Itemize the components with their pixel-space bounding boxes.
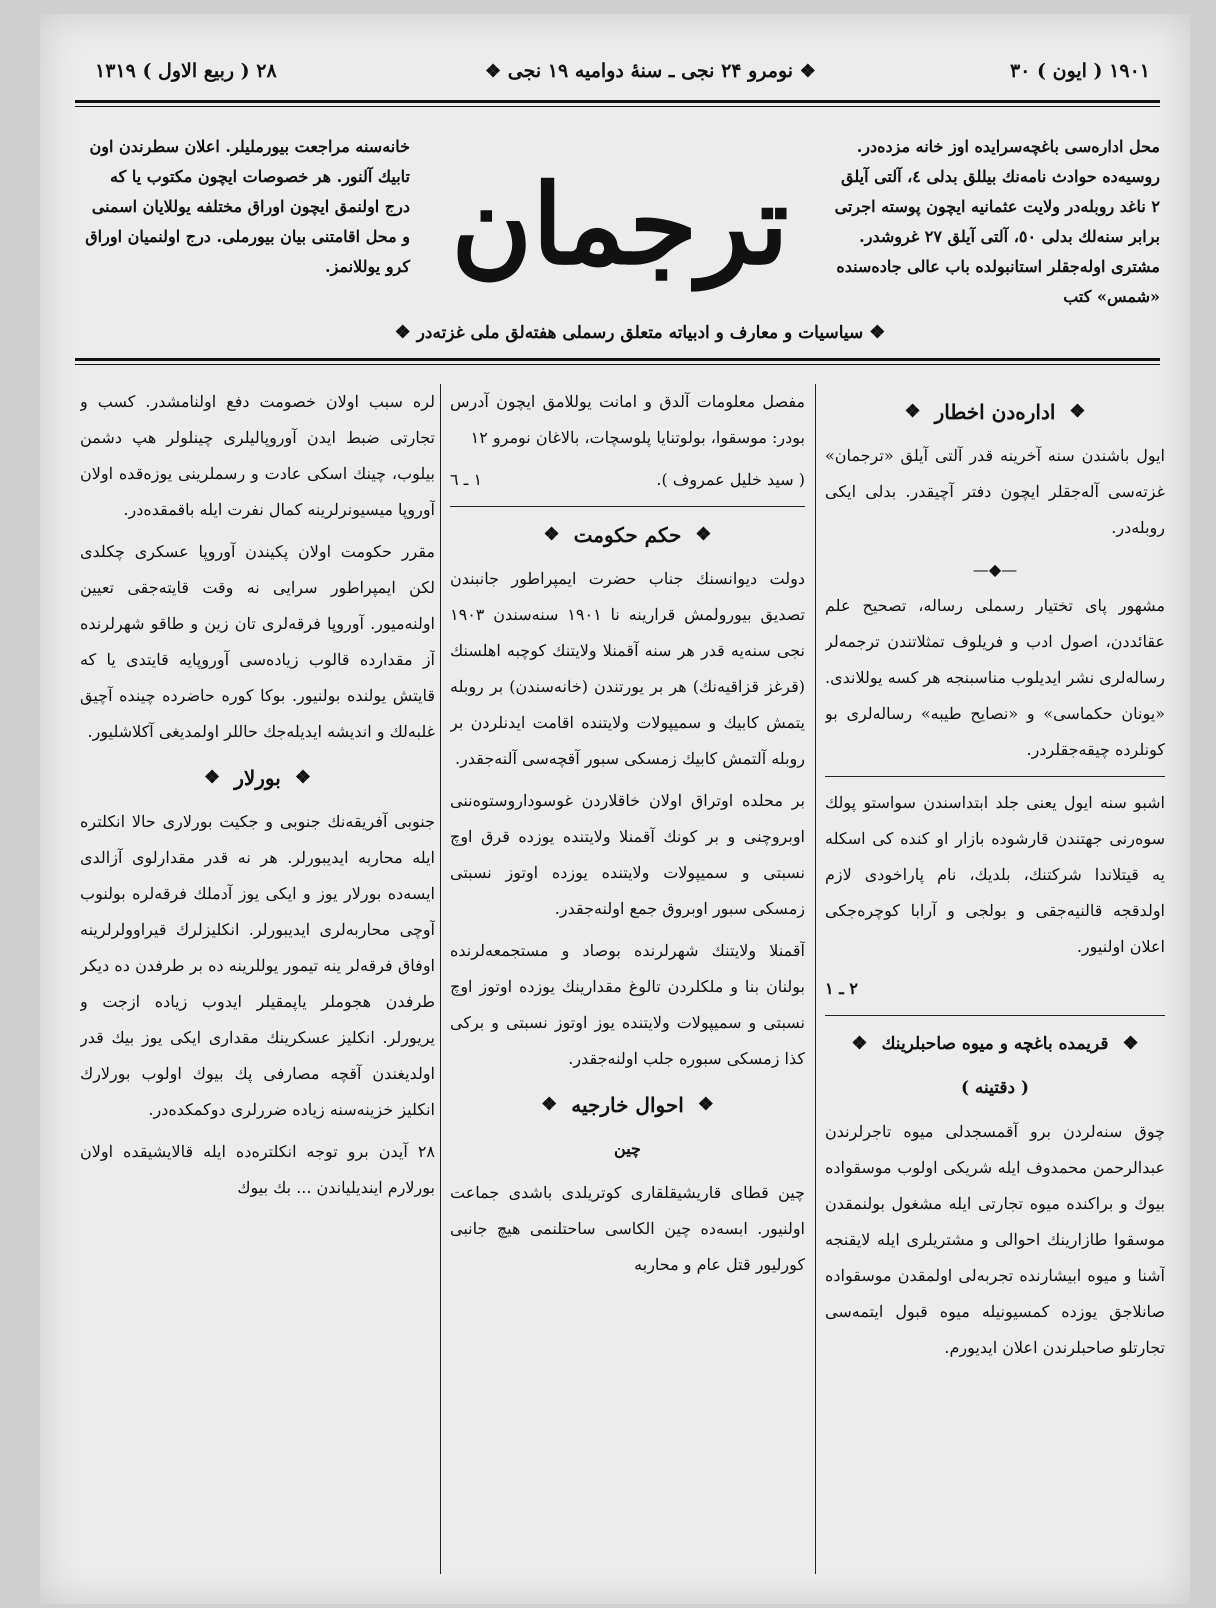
paragraph: آقمنلا ولایتنك شهرلرنده بوصاد و مستجمعه‌لرنده بولنان بنا و ملکلردن تالوغ مقدارینك یوزده اوتوز اوچ نسبتی و سمیپولات ولایتنده یوز اوتوز نسبتی و برکی کذا زمسکی سبوره جلب اولنه‌جقدر.: [450, 941, 805, 1068]
rule-top: [75, 100, 1160, 103]
heading-text: بورلار: [234, 766, 281, 790]
heading-text: اداره‌دن اخطار: [934, 400, 1056, 424]
masthead-notice-left: خانه‌سنه مراجعت بیورملیلر. اعلان سطرندن اون تابیك آلنور. هر خصوصات ایچون مکتوب یا که درج اولنمق ایچون اوراق مختلفه یوللایان اسمنی و محل اقامتنی بیان بیورملی. درج اولنمیان اوراق کرو یوللانمز.: [85, 137, 410, 276]
heading-text: احوال خارجیه: [571, 1093, 684, 1117]
section-rule: [825, 1015, 1165, 1016]
ad-number: ۲ ـ ۱: [825, 979, 859, 998]
section-heading: [825, 394, 1165, 430]
paragraph: مفصل معلومات آلدق و امانت یوللامق ایچون آدرس بودر: موسقوا، بولوتنایا پلوسچات، بالاغان نومرو ۱۲: [450, 392, 805, 447]
ornament-icon: ❖: [394, 322, 411, 343]
ornament-icon: ❖: [799, 61, 816, 82]
section-heading: [450, 1087, 805, 1123]
section-heading: [450, 517, 805, 553]
column-middle: [450, 384, 805, 1584]
heading-text: قریمده باغچه و میوه صاحبلرینك: [881, 1034, 1109, 1054]
newspaper-title: ترجمان: [451, 159, 789, 289]
paragraph: ۲۸ آیدن برو توجه انکلتره‌ده ایله قالایشیقده اولان بورلارم ایندیلیاندن ... بك بیوك: [80, 1142, 435, 1197]
newspaper-subtitle: [330, 322, 950, 343]
ornament-icon: ❖: [697, 1094, 714, 1115]
section-rule: [825, 776, 1165, 777]
paragraph: مشهور پای تختیار رسملی رساله، تصحیح علم عقائددن، اصول ادب و فریلوف تمثلاتندن ترجمه‌لر رساله‌لری نشر ایدیلوب مناسبنجه هر کسه یوللاندی. «یونان حکماسی» و «نصایح طیبه» رساله‌لری بو کونلرده چیقه‌جقلردر.: [825, 596, 1165, 759]
paragraph: ایول باشندن سنه آخرینه قدر آلتی آیلق «ترجمان» غزته‌سی آله‌جقلر ایچون دفتر آچیقدر. بدلی ایکی روبله‌در.: [825, 446, 1165, 537]
ornament-icon: ❖: [904, 401, 921, 422]
ornament-icon: ❖: [485, 61, 502, 82]
ornament-icon: ❖: [1122, 1033, 1139, 1054]
rule-masthead: [75, 358, 1160, 361]
top-dateline: [95, 54, 1150, 94]
paragraph: جنوبی آفریقه‌نك جنوبی و جکیت بورلاری حالا انکلتره ایله محاربه ایدیبورلر. هر نه قدر مقدارلوی آزالدی ایسه‌ده بورلار یوز و ایکی یوز آدملك فرقه‌لره بولنوب آوچی محاربه‌لری ایدیبورلر. انکلیزلرك قیراوولرلرینه اوفاق فرقه‌لر ینه تیمور یوللرینه ده بر طرفدن ده دیکر طرفدن هجوملر یاپمقیلر ایدوب زیاده ازجت و یریورلر. انکلیز عسکرینك مقداری ایکی یوز بیك قدر اولدیغندن آقچه مصارفی پك بیوك اولوب بورلارك انکلیز خزینه‌سنه زیاده ضررلری دوکمکده‌در.: [80, 812, 435, 1119]
ornament-icon: ❖: [851, 1033, 868, 1054]
signature: ( سید خلیل عمروف ).: [656, 470, 805, 489]
newspaper-page: [40, 14, 1190, 1604]
section-rule: [450, 506, 805, 507]
masthead-notice-right: محل اداره‌سی باغچه‌سرایده اوز خانه مزده‌در. روسیه‌ده حوادث نامه‌نك بیللق بدلی ٤، آلتی آیلق ۲ ناغد روبله‌در ولایت عثمانیه ایچون پوسته اجرتی برابر سنه‌لك بدلی ٥٠، آلتی آیلق ۲۷ غروشدر. مشتری اوله‌جقلر استانبولده باب عالی جاده‌سنده «شمس» کتب: [834, 137, 1160, 306]
paragraph: چین قطای قاریشیقلقاری کوتریلدی باشدی جماعت اولنیور. ابسه‌ده چین الکاسی ساحتلنمی هیچ جانبی کورلیور قتل عام و محاربه: [450, 1183, 805, 1274]
ornament-icon: ❖: [204, 767, 221, 788]
heading-text: حکم حکومت: [573, 523, 682, 547]
issue-number-text: نومرو ۲۴ نجی ـ سنهٔ دوامیه ۱۹ نجی: [507, 60, 794, 82]
rule-top-thin: [75, 106, 1160, 107]
paragraph: بر محلده اوتراق اولان خاقلاردن غوسوداروستوەننی اوبروچنی و بر کونك آقمنلا ولایتنده یوزده قرق اوچ نسبتی و سمیپولات ولایتنده یوزده اوتوز نسبتی زمسکی سبور اوبروق جمع اولنه‌جقدر.: [450, 791, 805, 918]
section-heading: [80, 760, 435, 796]
paragraph: چوق سنه‌لردن برو آقمسجدلی میوه تاجرلرندن عبدالرحمن محمدوف ایله شریکی اولوب موسقواده بیوك و براکنده میوه تجارتی ایله مشغول بولنمقدن موسقوا طازارینك احوالی و مشتریلری ایله لایقنجه آشنا و میوه ابیشارنده تجربه‌لی اولمقدن موسقواده صانلاجق یوزده کمسیونیله میوه قبول ایتمه‌سی تجارتلو صاحبلرندن اعلان ایدیورم.: [825, 1122, 1165, 1357]
column-divider: [815, 384, 816, 1574]
divider-star-icon: —◆—: [972, 560, 1018, 579]
ornament-icon: ❖: [294, 767, 311, 788]
ornament-icon: ❖: [695, 524, 712, 545]
paragraph: لره سبب اولان خصومت دفع اولنامشدر. کسب و تجارتی ضبط ایدن آوروپالیلری چینلولر هپ دشمن بیلوب، چینك اسکی عادت و رسملرینی یوزەقده اولان آوروپا میسیونرلرینه کمال نفرت ایله باقمقده‌در.: [80, 392, 435, 519]
section-subheading: ( دقتینه ): [960, 1078, 1030, 1098]
column-divider: [440, 384, 441, 1574]
rule-masthead-thin: [75, 364, 1160, 365]
section-subheading: چین: [614, 1139, 641, 1158]
ornament-icon: ❖: [541, 1094, 558, 1115]
ornament-icon: ❖: [869, 322, 886, 343]
signature-line: [450, 462, 805, 498]
ad-number: ۱ ـ ٦: [450, 470, 483, 489]
ornament-icon: ❖: [1069, 401, 1086, 422]
section-heading: [825, 1026, 1165, 1062]
paragraph: دولت دیوانسنك جناب حضرت ایمپراطور جانبندن تصدیق بیورولمش قرارینه نا ۱۹۰۱ سنه‌سندن ۱۹۰۳ نجی سنه‌یه قدر هر سنه آقمنلا ولایتنك کوچبه اهلسنك (قرغز قزاقیه‌نك) هر بر یورتندن (خانه‌سندن) بر روبله یتمش کابیك و سمیپولات ولایتنده اقامت ایدنلردن بر روبله آلتمش کابیك زمسکی سبور آقچه‌سی آلنه‌جقدر.: [450, 569, 805, 768]
issue-number: [485, 60, 816, 82]
hijri-date: ۲۸ ( ربیع الاول ) ۱۳۱۹: [95, 60, 277, 82]
column-left: [80, 384, 435, 1584]
ornament-icon: ❖: [543, 524, 560, 545]
column-right: [825, 384, 1165, 1584]
paragraph: مقرر حکومت اولان پکیندن آوروپا عسکری چکلدی لکن ایمپراطور سرایی نه وقت قایته‌جقی تعیین اولنه‌میور. آوروپا فرقه‌لری تان زین و طاقو شهرلرنده آز مقدارده قالوب زیاده‌سی آوروپایه قایتدی یا که قایتش یولنده بولنیور. بوکا کوره حاضرده چینده آچیق غلبه‌لك و اندیشه ایدیله‌جك حاللر اولمدیغی آکلاشلیور.: [80, 542, 435, 741]
paragraph: اشبو سنه ایول یعنی جلد ابتداسندن سواستو پولك سوەرنی جهتندن قارشوده بازار او کنده کی اسکله‌ یه قیتلاندا شرکتنك، بلدیك، نام پاراخودی لازم اولدقجه قالنیه‌جقی و بولجی و آرابا کوچره‌جکی اعلان اولنیور.: [825, 793, 1165, 956]
subtitle-text: سیاسیات و معارف و ادبیاته متعلق رسملی هفته‌لق ملی غزته‌در: [416, 323, 864, 343]
gregorian-date: ۱۹۰۱ ( ایون ) ۳۰: [1009, 60, 1150, 82]
